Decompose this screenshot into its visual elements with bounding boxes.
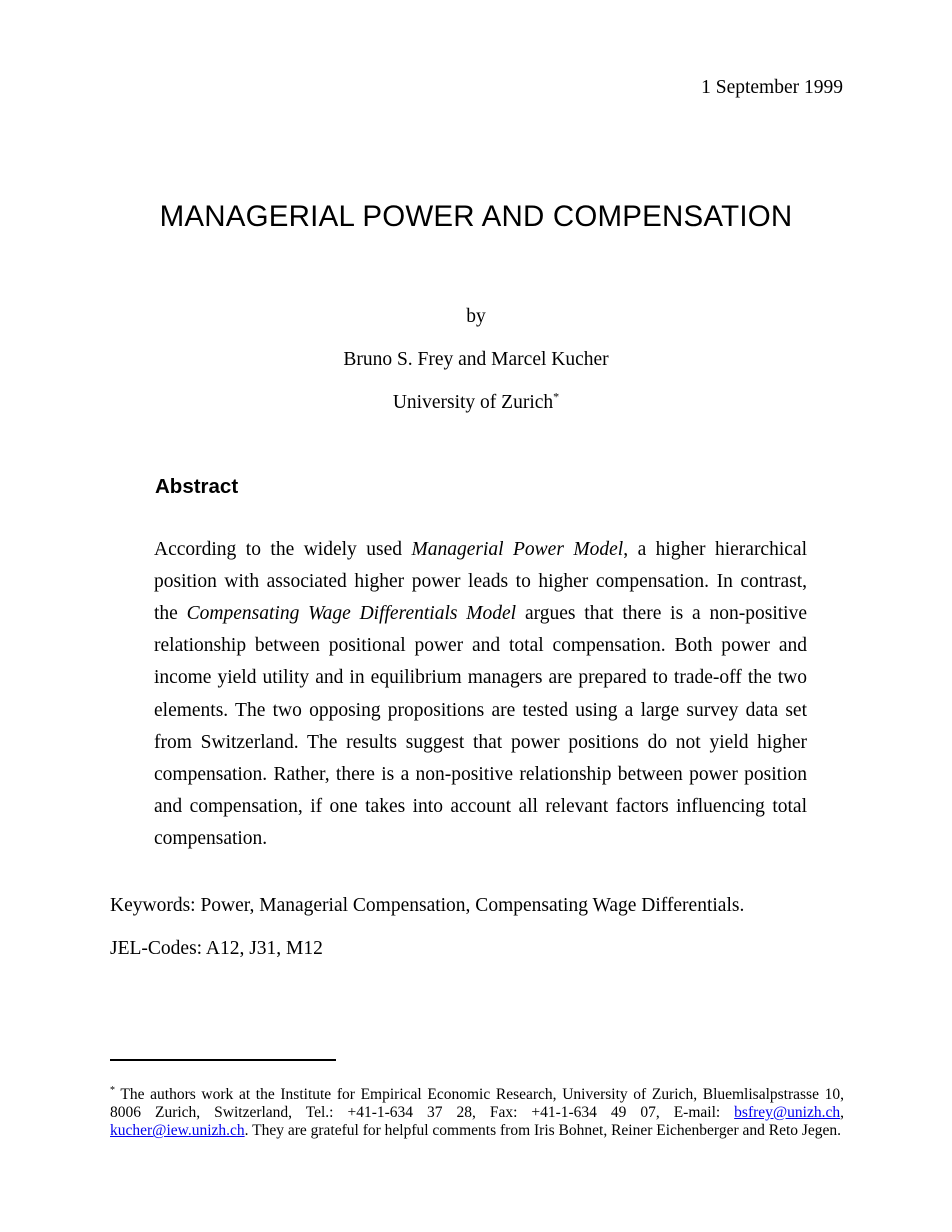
footnote-segment: , — [840, 1103, 844, 1121]
email-link-kucher[interactable]: kucher@iew.unizh.ch — [110, 1122, 245, 1140]
abstract-segment-italic-model-2: Compensating Wage Differentials Model — [186, 602, 517, 624]
abstract-segment: According to the widely used — [154, 538, 412, 560]
paper-title: MANAGERIAL POWER AND COMPENSATION — [159, 200, 793, 233]
abstract-heading: Abstract — [155, 475, 239, 498]
abstract-segment-italic-model-1: Managerial Power Model — [411, 538, 624, 560]
footnote-segment: . They are grateful for helpful comments from Iris Bohnet, Reiner Eichenberger and Reto Jegen. — [244, 1122, 842, 1140]
abstract-segment: , a higher hierarchical position with associated higher power leads to higher compensation. In contrast, the — [154, 538, 807, 624]
byline: by — [466, 306, 486, 327]
jel-codes-line: JEL-Codes: A12, J31, M12 — [110, 938, 323, 959]
keywords-line: Keywords: Power, Managerial Compensation, Compensating Wage Differentials. — [110, 895, 745, 916]
footnote-paragraph — [110, 1086, 844, 1141]
footnote-marker: * — [110, 1084, 115, 1096]
footnote-segment: The authors work at the Institute for Empirical Economic Research, University of Zurich, Bluemlisalpstrasse 10, 8006 Zurich, Switzerland, Tel.: +41-1-634 37 28, Fax: +41-1-634 49 07, E-mail: — [110, 1085, 844, 1121]
affiliation-text: University of Zurich — [392, 392, 554, 413]
affiliation-footnote-marker: * — [553, 389, 560, 404]
authors-line: Bruno S. Frey and Marcel Kucher — [343, 349, 609, 370]
document-date: 1 September 1999 — [701, 77, 843, 98]
footnote-divider — [110, 1059, 336, 1061]
email-link-bsfrey[interactable]: bsfrey@unizh.ch — [734, 1103, 841, 1121]
abstract-paragraph — [154, 534, 807, 856]
affiliation-line — [0, 390, 952, 416]
abstract-segment: argues that there is a non-positive relationship between positional power and total compensation. Both power and income yield utility and in equilibrium managers are prepared to trade-off the two elements. The two opposing propositions are tested using a large survey data set from Switzerland. The results suggest that power positions do not yield higher compensation. Rather, there is a non-positive relationship between power position and compensation, if one takes into account all relevant factors influencing total compensation. — [154, 602, 808, 850]
